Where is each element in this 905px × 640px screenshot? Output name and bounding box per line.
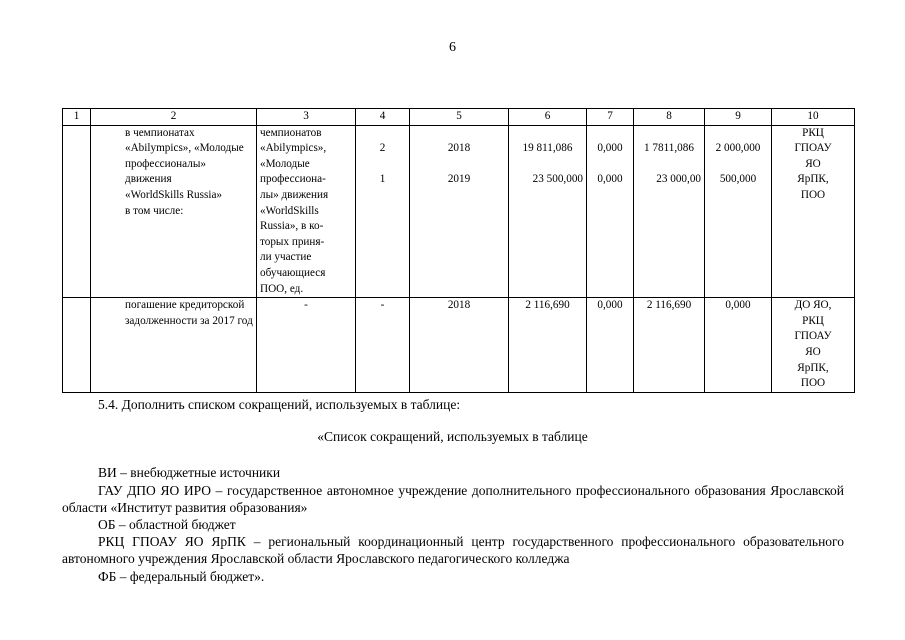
header-cell: 2	[91, 109, 257, 126]
cell-value: 0,000	[597, 173, 623, 186]
cell-value: 2018	[447, 142, 471, 155]
table-cell	[63, 298, 91, 393]
table-cell: 2 116,690	[634, 298, 705, 393]
table-cell	[356, 125, 410, 298]
header-cell: 3	[257, 109, 356, 126]
cell-value: 500,000	[719, 173, 757, 186]
table-cell: ДО ЯО, РКЦ ГПОАУ ЯО ЯрПК, ПОО	[772, 298, 855, 393]
table-cell: 0,000	[705, 298, 772, 393]
cell-value: 1	[379, 173, 386, 186]
table-cell	[509, 125, 587, 298]
cell-value: 2019	[447, 173, 471, 186]
header-cell: 4	[356, 109, 410, 126]
cell-value: 0,000	[597, 142, 623, 155]
table-cell: погашение кредиторской задолженности за 2017 год	[91, 298, 257, 393]
table-cell	[410, 125, 509, 298]
abbreviation-vi: ВИ – внебюджетные источники	[98, 465, 281, 480]
table-row	[63, 298, 855, 393]
cell-value: 1 7811,086	[644, 142, 694, 155]
abbreviation-rkc: РКЦ ГПОАУ ЯО ЯрПК – региональный координационный центр государственного профессионального образовательного автономного учреждения Ярославской области Ярославского педагогического колледжа	[62, 534, 844, 566]
table-cell: 2 116,690	[509, 298, 587, 393]
cell-value: 23 000,00	[656, 173, 701, 186]
table-cell: РКЦ ГПОАУ ЯО ЯрПК, ПОО	[772, 125, 855, 298]
cell-value: 23 500,000	[532, 173, 583, 186]
header-cell: 9	[705, 109, 772, 126]
table-cell	[587, 125, 634, 298]
table-cell: в чемпионатах «Abilympics», «Молодые профессионалы» движения «WorldSkills Russia» в том числе:	[91, 125, 257, 298]
abbreviation-list-title: «Список сокращений, используемых в таблице	[317, 429, 588, 444]
table-cell	[705, 125, 772, 298]
header-cell: 5	[410, 109, 509, 126]
cell-value: 2	[379, 142, 386, 155]
header-cell: 1	[63, 109, 91, 126]
table-cell: 2018	[410, 298, 509, 393]
header-cell: 8	[634, 109, 705, 126]
abbreviation-ob: ОБ – областной бюджет	[98, 517, 236, 532]
header-cell: 10	[772, 109, 855, 126]
table-cell: 0,000	[587, 298, 634, 393]
table-cell: -	[356, 298, 410, 393]
abbreviation-fb: ФБ – федеральный бюджет».	[98, 569, 265, 584]
header-cell: 6	[509, 109, 587, 126]
abbreviation-gau: ГАУ ДПО ЯО ИРО – государственное автономное учреждение дополнительного профессионального образования Ярославской области «Институт развития образования»	[62, 483, 844, 515]
header-cell: 7	[587, 109, 634, 126]
table-cell	[63, 125, 91, 298]
cell-value: 19 811,086	[522, 142, 573, 155]
data-table	[62, 108, 855, 393]
table-cell: чемпионатов «Abilympics», «Молодые профессиона- лы» движения «WorldSkills Russia», в ко- торых приня- ли участие обучающиеся ПОО, ед.	[257, 125, 356, 298]
cell-value: 2 000,000	[715, 142, 761, 155]
table-cell	[634, 125, 705, 298]
table-header-row	[63, 109, 855, 126]
table-row	[63, 125, 855, 298]
paragraph-5-4: 5.4. Дополнить списком сокращений, используемых в таблице:	[98, 397, 461, 412]
page-number: 6	[449, 40, 456, 55]
table-cell: -	[257, 298, 356, 393]
